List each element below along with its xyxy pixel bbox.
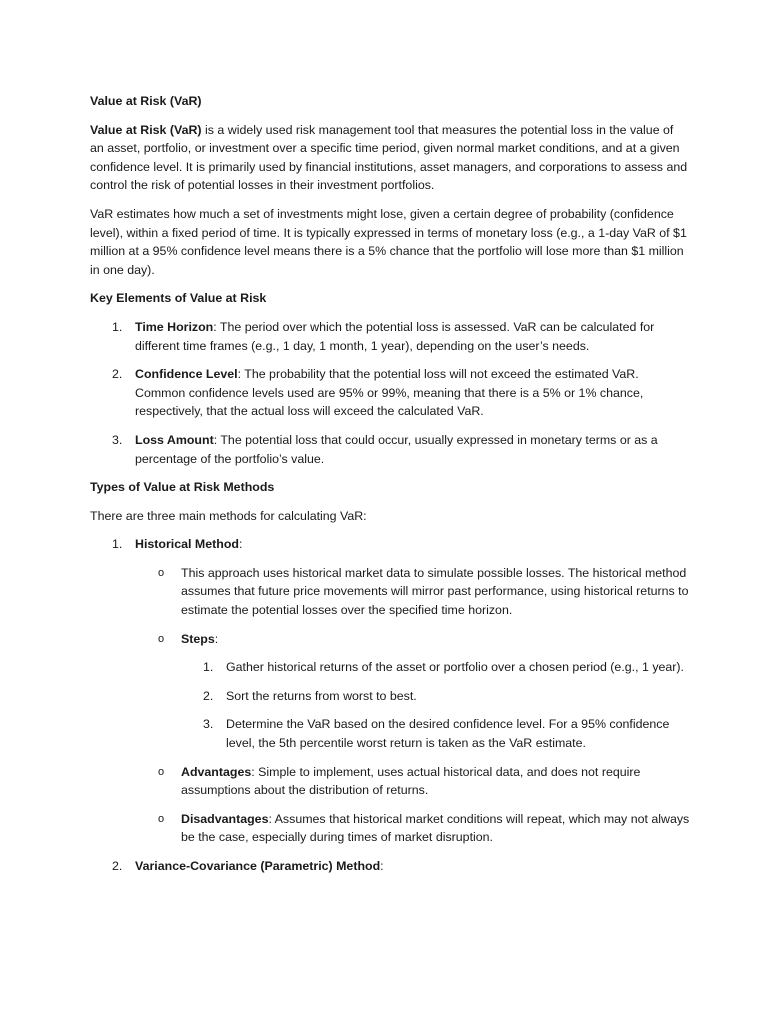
- disadvantages-label: Disadvantages: [181, 811, 269, 826]
- list-text: : The probability that the potential loss will not exceed the estimated VaR. Common confidence levels used are 95% or 99%, meaning that there is a 5% or 1% chance, respectively, that the actual loss will exceed the calculated VaR.: [135, 367, 644, 419]
- list-number: 1.: [112, 319, 123, 334]
- method-historical: [90, 535, 690, 847]
- bullet-icon: o: [158, 632, 165, 645]
- list-term: Time Horizon: [135, 319, 214, 334]
- list-item: [90, 365, 690, 421]
- step-text: Determine the VaR based on the desired confidence level. For a 95% confidence level, the 5th percentile worst return is taken as the VaR estimate.: [226, 717, 670, 751]
- historical-details-list: [135, 564, 690, 847]
- historical-description: This approach uses historical market data to simulate possible losses. The historical method assumes that future price movements will mirror past performance, using historical returns to estimate the potential losses over the specified time horizon.: [181, 565, 689, 618]
- var-estimate-paragraph: VaR estimates how much a set of investments might lose, given a certain degree of probability (confidence level), within a fixed period of time. It is typically expressed in terms of monetary loss (e.g., a 1-day VaR of $1 million at a 95% confidence level means there is a 5% chance that the portfolio will lose more than $1 million in one day).: [90, 206, 687, 277]
- method-label: Historical Method: [135, 537, 239, 552]
- step-item: [181, 715, 690, 752]
- types-heading: Types of Value at Risk Methods: [90, 480, 275, 495]
- list-number: 3.: [112, 432, 123, 447]
- list-text: : The potential loss that could occur, usually expressed in monetary terms or as a percentage of the portfolio’s value.: [135, 432, 658, 466]
- method-label: Variance-Covariance (Parametric) Method: [135, 859, 381, 873]
- steps-label: Steps: [181, 631, 215, 646]
- intro-bold-lead: Value at Risk (VaR): [90, 122, 202, 137]
- historical-disadvantages-item: [135, 810, 690, 847]
- historical-description-item: [135, 564, 690, 620]
- list-term: Confidence Level: [135, 367, 238, 382]
- step-text: Sort the returns from worst to best.: [226, 688, 417, 703]
- bullet-icon: o: [158, 812, 165, 825]
- method-colon: :: [238, 537, 243, 552]
- step-item: [181, 658, 690, 677]
- key-elements-list: [90, 318, 690, 468]
- steps-list: [181, 658, 690, 752]
- document-title: Value at Risk (VaR): [90, 94, 202, 108]
- list-item: [90, 318, 690, 355]
- step-item: [181, 687, 690, 706]
- advantages-text: : Simple to implement, uses actual historical data, and does not require assumptions about the distribution of returns.: [181, 764, 641, 798]
- key-elements-heading: Key Elements of Value at Risk: [90, 291, 267, 306]
- step-number: 2.: [203, 688, 214, 703]
- bullet-icon: o: [158, 765, 165, 778]
- list-text: : The period over which the potential loss is assessed. VaR can be calculated for different time frames (e.g., 1 day, 1 month, 1 year), depending on the user’s needs.: [135, 319, 655, 353]
- types-intro: There are three main methods for calculating VaR:: [90, 508, 367, 523]
- document-body: [90, 92, 690, 886]
- method-variance-covariance: [90, 857, 690, 876]
- methods-list: [90, 535, 690, 875]
- advantages-label: Advantages: [181, 764, 252, 779]
- historical-advantages-item: [135, 763, 690, 800]
- list-item: [90, 431, 690, 468]
- list-term: Loss Amount: [135, 432, 214, 447]
- intro-text: is a widely used risk management tool that measures the potential loss in the value of an asset, portfolio, or investment over a specific time period, given normal market conditions, and at a given confidence level. It is primarily used by financial institutions, asset managers, and corporations to assess and control the risk of potential losses in their investment portfolios.: [90, 122, 688, 193]
- step-text: Gather historical returns of the asset or portfolio over a chosen period (e.g., 1 year).: [226, 660, 684, 675]
- bullet-icon: o: [158, 566, 165, 579]
- intro-paragraph: [90, 121, 690, 195]
- disadvantages-text: : Assumes that historical market conditions will repeat, which may not always be the case, especially during times of market disruption.: [181, 811, 690, 845]
- historical-steps-item: [135, 630, 690, 753]
- step-number: 1.: [203, 660, 214, 675]
- method-colon: :: [380, 859, 384, 873]
- step-number: 3.: [203, 717, 214, 732]
- method-number: 2.: [112, 859, 123, 873]
- method-number: 1.: [112, 537, 123, 552]
- list-number: 2.: [112, 367, 123, 382]
- steps-colon: :: [214, 631, 219, 646]
